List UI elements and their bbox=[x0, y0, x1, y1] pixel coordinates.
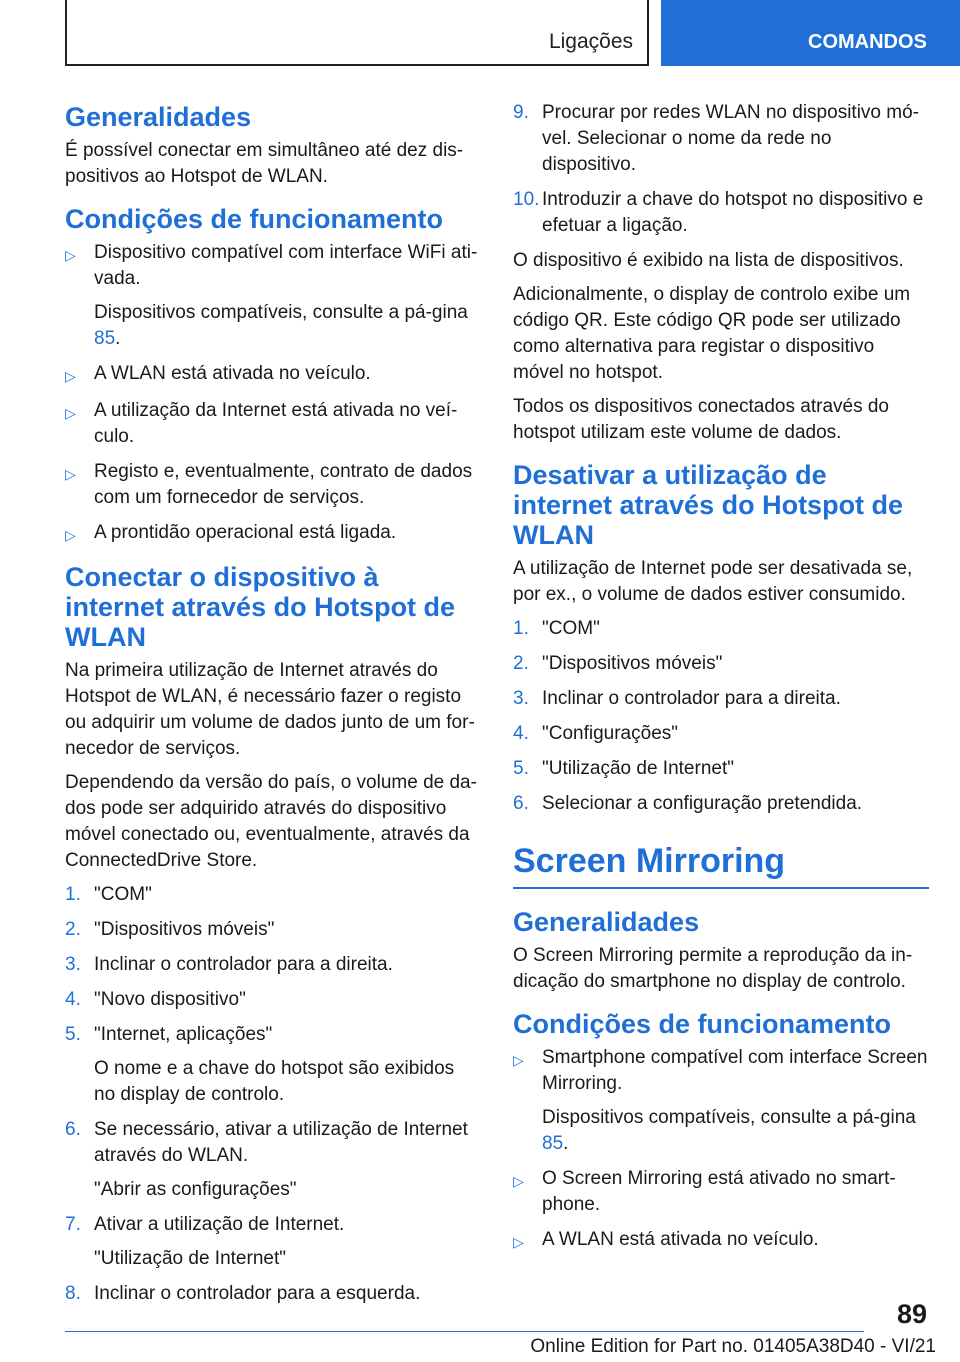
steps-list-continued bbox=[513, 100, 929, 239]
step-number: 6. bbox=[513, 793, 529, 814]
step-item bbox=[513, 686, 929, 712]
page-number: 89 bbox=[896, 1299, 927, 1329]
step-item bbox=[65, 952, 479, 978]
paragraph: Adicionalmente, o display de controlo exibe um código QR. Este código QR pode ser utilizado como alternativa para registar o dispositivo móvel no hotspot. bbox=[513, 284, 911, 383]
step-text: "Dispositivos móveis" bbox=[542, 653, 723, 674]
step-number: 3. bbox=[513, 688, 529, 709]
conditions-list bbox=[65, 240, 479, 548]
list-item bbox=[65, 361, 479, 389]
header-section-tab bbox=[65, 0, 649, 66]
step-number: 4. bbox=[65, 989, 81, 1010]
page-link[interactable]: 85 bbox=[542, 1133, 564, 1154]
step-number: 10. bbox=[513, 189, 540, 210]
list-item-text: Registo e, eventualmente, contrato de dados com um fornecedor de serviços. bbox=[94, 461, 473, 508]
triangle-right-icon: ▷ bbox=[65, 405, 76, 421]
chapter-title: COMANDOS bbox=[808, 31, 927, 53]
step-item bbox=[65, 882, 479, 908]
step-item bbox=[65, 1212, 479, 1272]
step-item bbox=[513, 791, 929, 817]
step-number: 3. bbox=[65, 954, 81, 975]
step-item bbox=[65, 1022, 479, 1108]
step-text: Selecionar a configuração pretendida. bbox=[542, 793, 863, 814]
list-item-text: A WLAN está ativada no veículo. bbox=[94, 363, 371, 384]
list-item-subtext: Dispositivos compatíveis, consulte a pá-gina 85. bbox=[542, 1107, 916, 1154]
step-number: 9. bbox=[513, 102, 529, 123]
step-text: "COM" bbox=[542, 618, 600, 639]
heading-conditions: Condições de funcionamento bbox=[65, 204, 444, 234]
paragraph: Dependendo da versão do país, o volume de da-dos pode ser adquirido através do dispositivo móvel conectado ou, eventualmente, através da ConnectedDrive Store. bbox=[65, 772, 477, 871]
step-text: Inclinar o controlador para a direita. bbox=[542, 688, 841, 709]
right-column bbox=[513, 100, 929, 1264]
step-text: "COM" bbox=[94, 884, 152, 905]
step-subtext: O nome e a chave do hotspot são exibidos no display de controlo. bbox=[94, 1058, 455, 1105]
step-text: Ativar a utilização de Internet. bbox=[94, 1214, 345, 1235]
step-number: 8. bbox=[65, 1283, 81, 1304]
section-title: Ligações bbox=[548, 30, 633, 53]
paragraph: Na primeira utilização de Internet através do Hotspot de WLAN, é necessário fazer o registo ou adquirir um volume de dados junto de um for-necedor de serviços. bbox=[65, 660, 475, 759]
heading-conditions: Condições de funcionamento bbox=[513, 1009, 892, 1039]
step-text: Procurar por redes WLAN no dispositivo mó-vel. Selecionar o nome da rede no dispositivo. bbox=[542, 102, 919, 175]
triangle-right-icon: ▷ bbox=[65, 466, 76, 482]
step-number: 4. bbox=[513, 723, 529, 744]
list-item-text: A utilização da Internet está ativada no veí-culo. bbox=[94, 400, 458, 447]
step-item bbox=[513, 756, 929, 782]
list-item bbox=[65, 520, 479, 548]
step-text: Inclinar o controlador para a direita. bbox=[94, 954, 393, 975]
steps-list bbox=[65, 882, 479, 1307]
left-column bbox=[65, 100, 479, 1316]
triangle-right-icon: ▷ bbox=[513, 1234, 524, 1250]
paragraph: É possível conectar em simultâneo até dez dis-positivos ao Hotspot de WLAN. bbox=[65, 140, 464, 187]
step-number: 5. bbox=[65, 1024, 81, 1045]
conditions-list bbox=[513, 1045, 929, 1255]
step-text: "Dispositivos móveis" bbox=[94, 919, 275, 940]
step-text: Inclinar o controlador para a esquerda. bbox=[94, 1283, 421, 1304]
page-link[interactable]: 85 bbox=[94, 328, 116, 349]
step-item bbox=[513, 651, 929, 677]
step-item bbox=[65, 1117, 479, 1203]
step-text: "Utilização de Internet" bbox=[542, 758, 734, 779]
list-item-text: O Screen Mirroring está ativado no smart-phone. bbox=[542, 1168, 896, 1215]
step-item bbox=[513, 721, 929, 747]
triangle-right-icon: ▷ bbox=[65, 368, 76, 384]
step-text: "Configurações" bbox=[542, 723, 679, 744]
deactivate-steps-list bbox=[513, 616, 929, 817]
step-item bbox=[65, 987, 479, 1013]
step-number: 2. bbox=[513, 653, 529, 674]
step-number: 1. bbox=[513, 618, 529, 639]
heading-generalidades: Generalidades bbox=[65, 102, 252, 132]
triangle-right-icon: ▷ bbox=[513, 1173, 524, 1189]
triangle-right-icon: ▷ bbox=[65, 247, 76, 263]
footer-divider bbox=[65, 1331, 864, 1332]
list-item-subtext: Dispositivos compatíveis, consulte a pá-gina 85. bbox=[94, 302, 468, 349]
list-item bbox=[513, 1045, 929, 1157]
list-item-text: Dispositivo compatível com interface WiFi ati-vada. bbox=[94, 242, 478, 289]
list-item-text: A prontidão operacional está ligada. bbox=[94, 522, 397, 543]
triangle-right-icon: ▷ bbox=[513, 1052, 524, 1068]
step-text: Se necessário, ativar a utilização de Internet através do WLAN. bbox=[94, 1119, 468, 1166]
list-item bbox=[513, 1166, 929, 1218]
step-number: 6. bbox=[65, 1119, 81, 1140]
paragraph: A utilização de Internet pode ser desativada se, por ex., o volume de dados estiver consumido. bbox=[513, 558, 913, 605]
triangle-right-icon: ▷ bbox=[65, 527, 76, 543]
step-text: "Novo dispositivo" bbox=[94, 989, 246, 1010]
list-item-text: Smartphone compatível com interface Screen Mirroring. bbox=[542, 1047, 928, 1094]
step-item bbox=[65, 1281, 479, 1307]
heading-connect: Conectar o dispositivo à internet através do Hotspot de WLAN bbox=[65, 562, 456, 652]
step-number: 7. bbox=[65, 1214, 81, 1235]
list-item bbox=[65, 459, 479, 511]
heading-screen-mirroring: Screen Mirroring bbox=[513, 841, 929, 889]
step-number: 2. bbox=[65, 919, 81, 940]
step-item bbox=[513, 100, 929, 178]
step-subtext: "Abrir as configurações" bbox=[94, 1179, 297, 1200]
step-number: 5. bbox=[513, 758, 529, 779]
list-item bbox=[65, 398, 479, 450]
step-item bbox=[513, 616, 929, 642]
footer-edition: Online Edition for Part no. 01405A38D40 - VI/21 bbox=[530, 1336, 936, 1357]
step-item bbox=[513, 187, 929, 239]
step-item bbox=[65, 917, 479, 943]
heading-generalidades: Generalidades bbox=[513, 907, 700, 937]
step-subtext: "Utilização de Internet" bbox=[94, 1248, 286, 1269]
list-item bbox=[65, 240, 479, 352]
step-text: "Internet, aplicações" bbox=[94, 1024, 273, 1045]
list-item bbox=[513, 1227, 929, 1255]
step-text: Introduzir a chave do hotspot no dispositivo e efetuar a ligação. bbox=[542, 189, 924, 236]
paragraph: O Screen Mirroring permite a reprodução da in-dicação do smartphone no display de controlo. bbox=[513, 945, 913, 992]
list-item-text: A WLAN está ativada no veículo. bbox=[542, 1229, 819, 1250]
paragraph: O dispositivo é exibido na lista de dispositivos. bbox=[513, 250, 904, 271]
step-number: 1. bbox=[65, 884, 81, 905]
paragraph: Todos os dispositivos conectados através do hotspot utilizam este volume de dados. bbox=[513, 396, 889, 443]
header-chapter-tab bbox=[661, 0, 960, 66]
heading-deactivate: Desativar a utilização de internet através do Hotspot de WLAN bbox=[513, 460, 904, 550]
